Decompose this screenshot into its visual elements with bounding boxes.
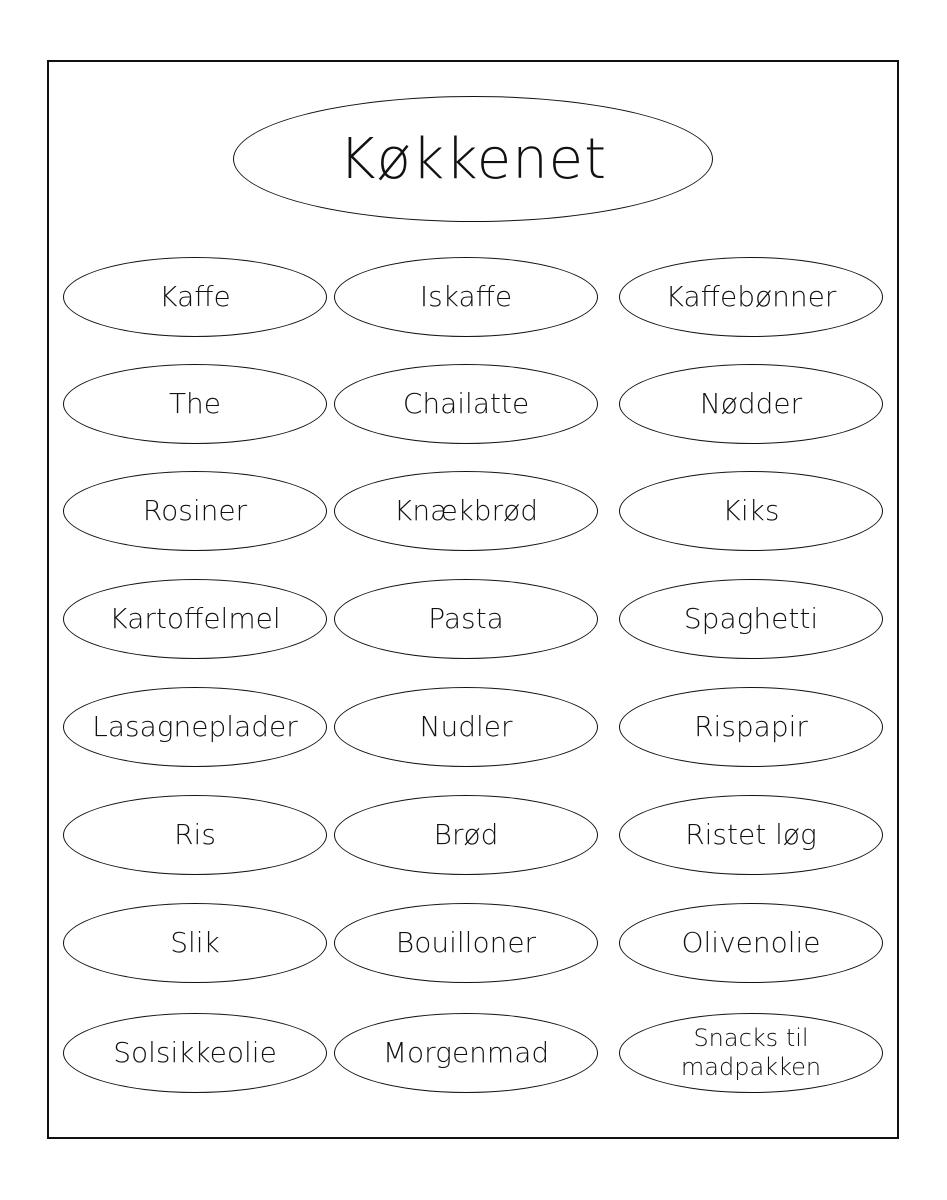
jar-label-text: Kartoffelmel [109,601,281,635]
jar-label-text: Slik [170,925,220,959]
jar-label-text: Rispapir [694,709,808,743]
jar-label [619,579,883,659]
jar-label [63,579,327,659]
jar-label-text: Lasagneplader [92,709,298,743]
jar-label [334,364,598,444]
jar-label-text: Iskaffe [419,279,513,313]
jar-label-text: Ristet løg [685,817,817,851]
jar-label [334,1013,598,1093]
jar-label [63,687,327,767]
title-oval [233,96,713,222]
jar-label [619,795,883,875]
jar-label [334,257,598,337]
jar-label-text: Kaffe [159,279,231,313]
jar-label [334,795,598,875]
jar-label [619,257,883,337]
sheet-title: Køkkenet [338,126,608,192]
jar-label-text: Spaghetti [683,601,819,635]
jar-label [63,471,327,551]
jar-label [63,903,327,983]
jar-label-text: Rosiner [142,493,248,527]
jar-label-text: Olivenolie [681,925,821,959]
jar-label-text: Chailatte [402,386,530,420]
jar-label [334,903,598,983]
jar-label-text: Pasta [428,601,504,635]
jar-label [334,471,598,551]
jar-label-text: Nødder [699,386,803,420]
jar-label [63,257,327,337]
jar-label-text: Nudler [419,709,513,743]
jar-label-text: Morgenmad [382,1035,550,1069]
jar-label-text: Kaffebønner [665,279,837,313]
jar-label [334,687,598,767]
jar-label-text: Brød [433,817,499,851]
jar-label [63,1013,327,1093]
jar-label-text: Snacks til madpakken [680,1024,822,1081]
jar-label [334,579,598,659]
jar-label-text: Kiks [722,493,780,527]
jar-label [63,364,327,444]
jar-label [619,687,883,767]
jar-label [619,903,883,983]
jar-label-text: The [168,386,222,420]
jar-label-text: Bouilloner [395,925,537,959]
jar-label [619,1013,883,1093]
jar-label [619,364,883,444]
jar-label [63,795,327,875]
jar-label-text: Ris [174,817,216,851]
jar-label [619,471,883,551]
jar-label-text: Knækbrød [393,493,538,527]
jar-label-text: Solsikkeolie [113,1035,277,1069]
